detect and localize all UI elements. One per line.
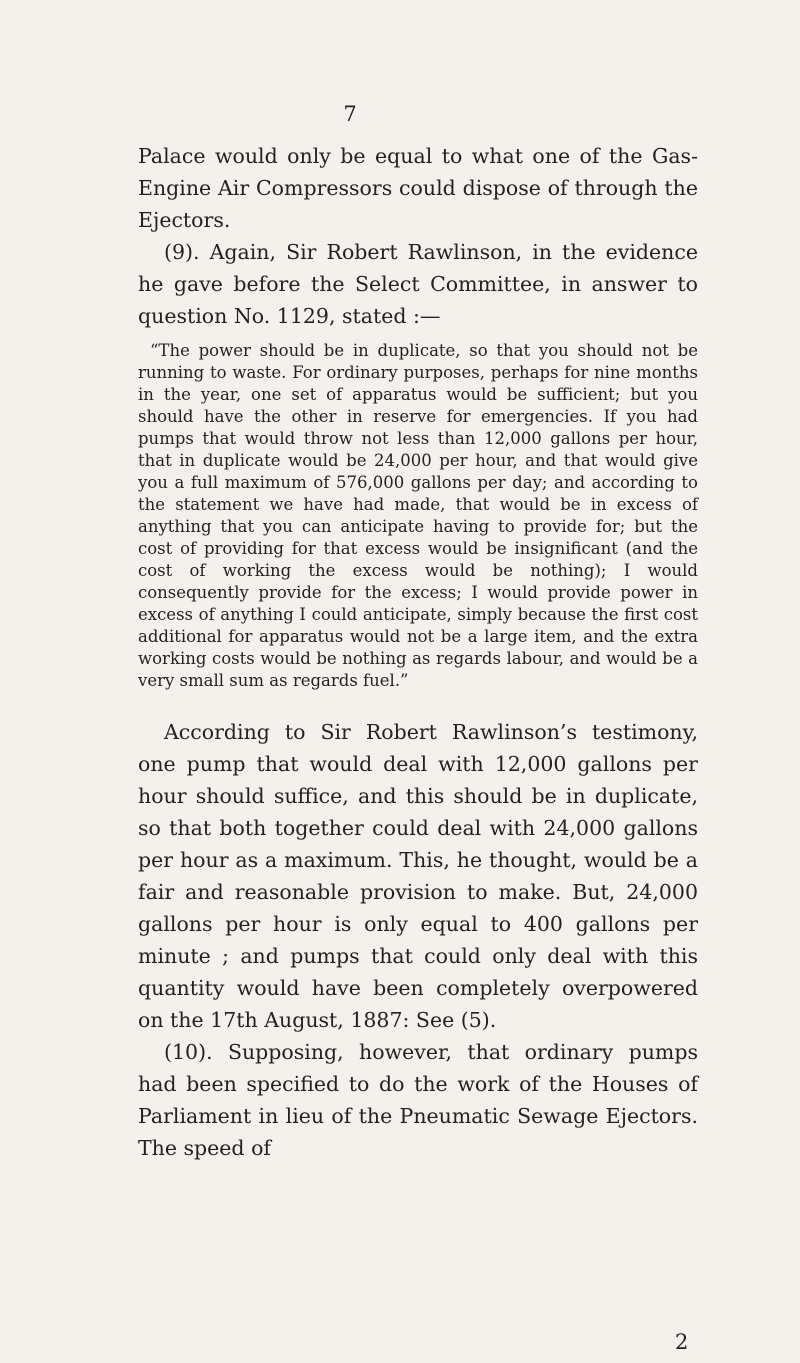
signature-mark: 2 <box>675 1330 689 1354</box>
paragraph-continuation: Palace would only be equal to what one of the Gas-Engine Air Compressors could dispose of through the Ejectors. <box>138 144 698 232</box>
block-quote: “The power should be in duplicate, so that you should not be running to waste. For ordinary purposes, perhaps for nine months in the year, one set of apparatus would be sufficient; but you should have the other in reserve for emergencies. If you had pumps that would throw not less than 12,000 gallons per hour, that in duplicate would be 24,000 per hour, and that would give you a full maximum of 576,000 gallons per day; and according to the statement we have had made, that would be in excess of anything that you can anticipate having to provide for; but the cost of providing for that excess would be insignificant (and the cost of working the excess would be nothing); I would consequently provide for the excess; I would provide power in excess of anything I could anticipate, simply because the first cost additional for apparatus would not be a large item, and the extra working costs would be nothing as regards labour, and would be a very small sum as regards fuel.” <box>138 341 698 690</box>
page-number: 7 <box>343 102 357 126</box>
paragraph-testimony: According to Sir Robert Rawlinson’s testimony, one pump that would deal with 12,000 gallons per hour should suffice, and this should be in duplicate, so that both together could deal with 24,000 gallons per hour as a maximum. This, he thought, would be a fair and reasonable provision to make. But, 24,000 gallons per hour is only equal to 400 gallons per minute ; and pumps that could only deal with this quantity would have been completely overpowered on the 17th August, 1887: See (5). <box>138 720 698 1032</box>
paragraph-9: (9). Again, Sir Robert Rawlinson, in the evidence he gave before the Select Committee, in answer to question No. 1129, stated :— <box>138 240 698 328</box>
page-body <box>138 140 698 1164</box>
spacer <box>138 692 698 716</box>
paragraph-10: (10). Supposing, however, that ordinary pumps had been specified to do the work of the Houses of Parliament in lieu of the Pneumatic Sewage Ejectors. The speed of <box>138 1040 698 1160</box>
